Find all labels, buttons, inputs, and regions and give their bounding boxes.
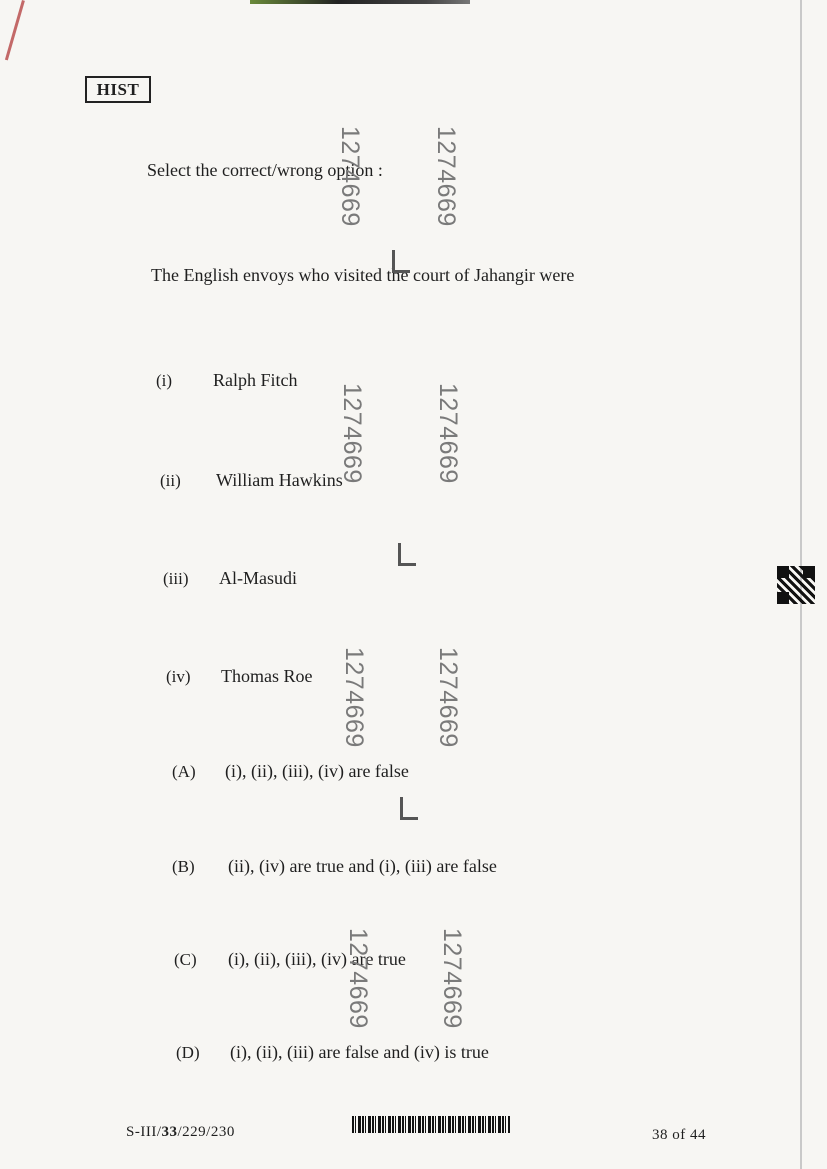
item-text: William Hawkins [216, 470, 343, 490]
barcode [352, 1116, 510, 1133]
paper-code [126, 1124, 235, 1141]
page-number: 38 of 44 [652, 1127, 706, 1143]
watermark-code: 1274669 [432, 126, 460, 227]
watermark-code: 1274669 [338, 383, 366, 484]
corner-mark [400, 797, 418, 820]
item-text: Ralph Fitch [213, 370, 298, 390]
watermark-code: 1274669 [340, 647, 368, 748]
watermark-code: 1274669 [434, 647, 462, 748]
watermark-code: 1274669 [336, 126, 364, 227]
scan-top-strip [250, 0, 470, 4]
option-label: (B) [172, 857, 195, 876]
option-label: (D) [176, 1043, 200, 1062]
watermark-code: 1274669 [344, 928, 372, 1029]
item-number: (ii) [160, 471, 181, 490]
pen-mark [5, 0, 25, 60]
option-label: (A) [172, 762, 196, 781]
instruction-text: Select the correct/wrong option : [147, 160, 383, 180]
qr-code [777, 566, 815, 604]
item-number: (iv) [166, 667, 191, 686]
subject-label: HIST [85, 76, 151, 103]
paper-code-prefix: S-III/ [126, 1124, 162, 1140]
item-text: Thomas Roe [221, 666, 313, 686]
item-number: (iii) [163, 569, 189, 588]
option-text: (i), (ii), (iii), (iv) are false [225, 761, 409, 781]
item-number: (i) [156, 371, 173, 390]
paper-code-suffix: /229/230 [177, 1124, 235, 1140]
option-label: (C) [174, 950, 197, 969]
corner-mark [398, 543, 416, 566]
option-text: (i), (ii), (iii), (iv) are true [228, 949, 406, 969]
watermark-code: 1274669 [434, 383, 462, 484]
paper-code-number: 33 [161, 1124, 178, 1140]
corner-mark [392, 250, 410, 273]
item-text: Al-Masudi [219, 568, 297, 588]
watermark-code: 1274669 [438, 928, 466, 1029]
question-stem: The English envoys who visited the court of Jahangir were [151, 265, 575, 285]
option-text: (ii), (iv) are true and (i), (iii) are false [228, 856, 497, 876]
option-text: (i), (ii), (iii) are false and (iv) is true [230, 1042, 489, 1062]
